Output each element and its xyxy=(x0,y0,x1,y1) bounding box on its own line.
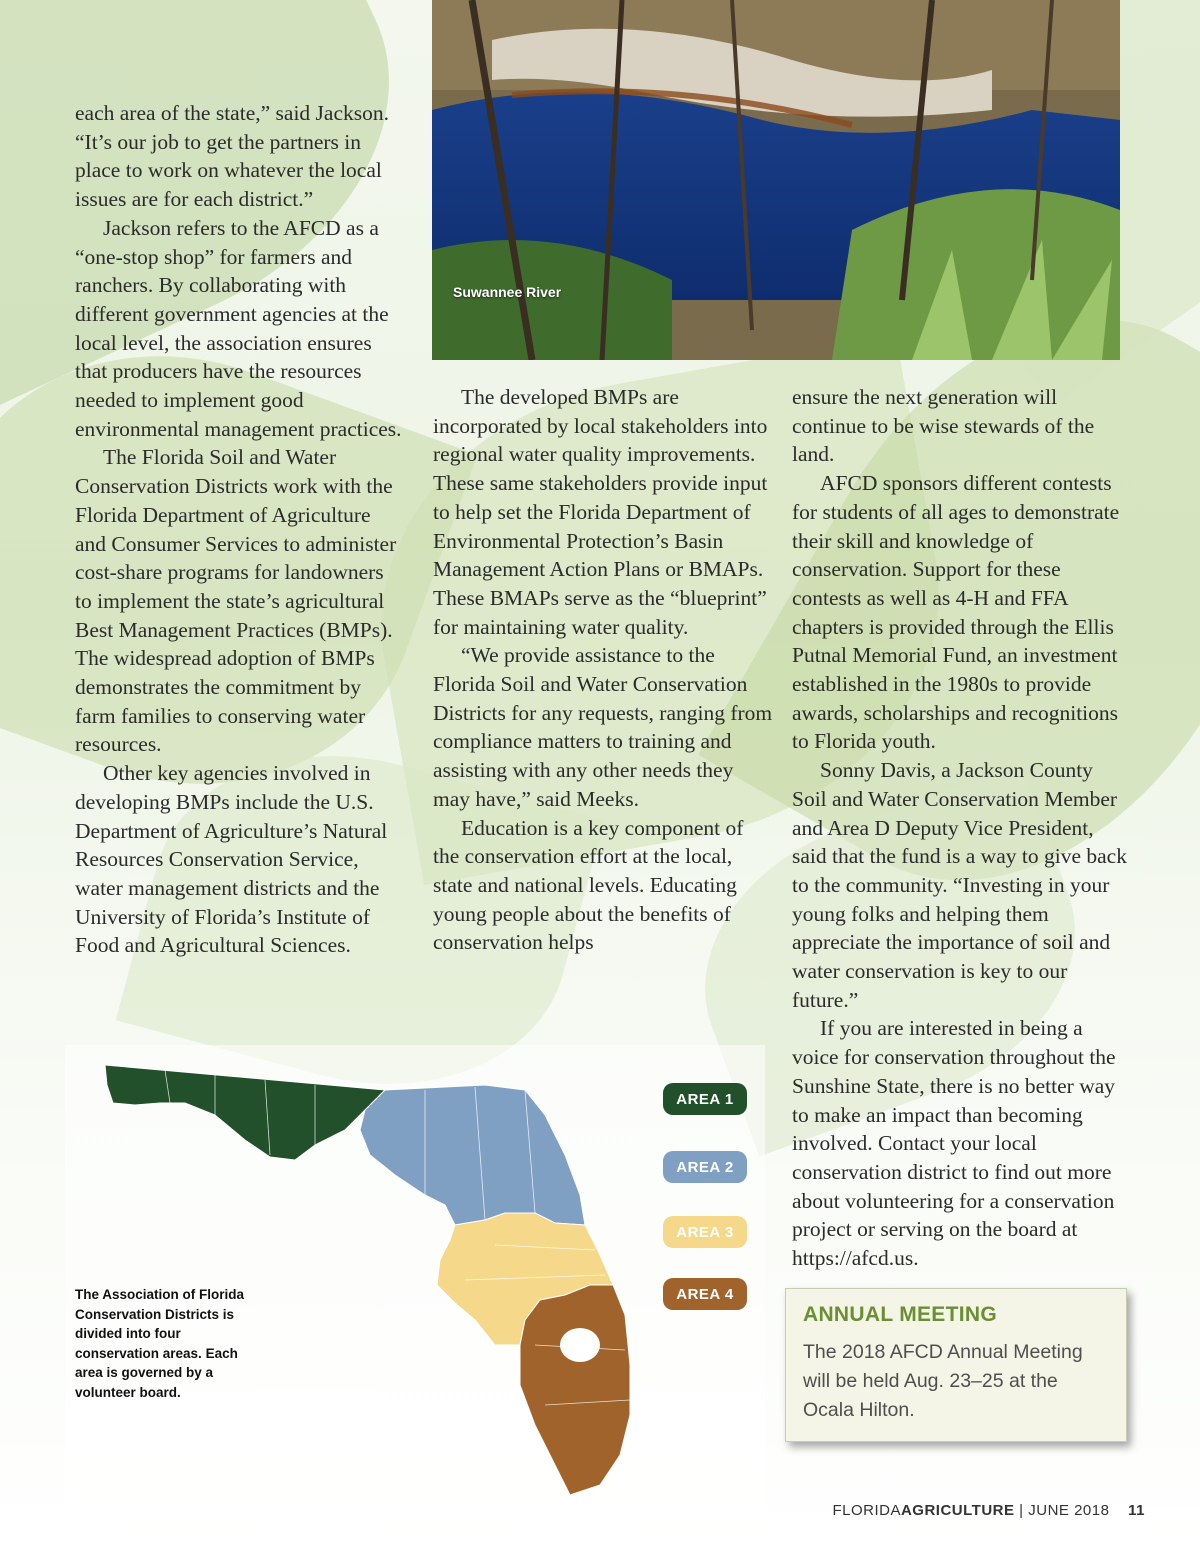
paragraph: Sonny Davis, a Jackson County Soil and Water Conservation Member and Area D Deputy Vice President, said that the fund is a way to give back to the community. “Investing in your young folks and helping them appreciate the importance of soil and water conservation is key to our future.” xyxy=(792,758,1127,1012)
paragraph: Education is a key component of the conservation effort at the local, state and national levels. Educating young people about the benefits of conservation helps xyxy=(433,815,744,955)
page-footer xyxy=(832,1502,1145,1519)
river-photo-art xyxy=(432,0,1120,360)
article-column-2 xyxy=(433,383,773,957)
sidebar-title: ANNUAL MEETING xyxy=(803,1303,997,1326)
issue-date: JUNE 2018 xyxy=(1028,1502,1110,1519)
paragraph: Jackson refers to the AFCD as a “one-stop shop” for farmers and ranchers. By collaborating with different government agencies at the local level, the association ensures that producers have the resources needed to implement good environmental management practices. xyxy=(75,215,402,441)
paragraph: The Florida Soil and Water Conservation Districts work with the Florida Department of Agriculture and Consumer Services to administer cost-share programs for landowners to implement the state’s agricultural Best Management Practices (BMPs). The widespread adoption of BMPs demonstrates the commitment by farm families to conserving water resources. xyxy=(75,445,397,757)
footer-separator: | xyxy=(1019,1502,1029,1519)
sidebar-body: The 2018 AFCD Annual Meeting will be held Aug. 23–25 at the Ocala Hilton. xyxy=(803,1341,1083,1421)
map-area-4 xyxy=(520,1285,630,1495)
area-2-badge: AREA 2 xyxy=(663,1151,747,1183)
area-4-badge: AREA 4 xyxy=(663,1278,747,1310)
publication-name-bold: AGRICULTURE xyxy=(900,1502,1015,1519)
area-1-badge: AREA 1 xyxy=(663,1083,747,1115)
paragraph: ensure the next generation will continue to be wise stewards of the land. xyxy=(792,385,1095,467)
florida-map-graphic xyxy=(65,1045,765,1505)
paragraph: “We provide assistance to the Florida Soil and Water Conservation Districts for any requests, ranging from compliance matters to training and assisting with any other needs they may have,” said Meeks. xyxy=(433,643,773,811)
paragraph: each area of the state,” said Jackson. “It’s our job to get the partners in place to work on whatever the local issues are for each district.” xyxy=(75,101,389,212)
map-caption: The Association of Florida Conservation Districts is divided into four conservation areas. Each area is governed by a volunteer board. xyxy=(75,1287,245,1400)
paragraph: Other key agencies involved in developing BMPs include the U.S. Department of Agriculture’s Natural Resources Conservation Service, water management districts and the University of Florida’s Institute of Food and Agricultural Sciences. xyxy=(75,761,388,958)
article-column-1 xyxy=(75,99,405,960)
florida-conservation-areas-map xyxy=(65,1045,765,1505)
lake-okeechobee xyxy=(560,1328,600,1362)
photo-caption: Suwannee River xyxy=(453,284,562,300)
paragraph: The developed BMPs are incorporated by local stakeholders into regional water quality improvements. These same stakeholders provide input to help set the Florida Department of Environmental Protection’s Basin Management Action Plans or BMAPs. These BMAPs serve as the “blueprint” for maintaining water quality. xyxy=(433,385,768,639)
area-3-badge: AREA 3 xyxy=(663,1216,747,1248)
paragraph: AFCD sponsors different contests for students of all ages to demonstrate their skill and knowledge of conservation. Support for these contests as well as 4-H and FFA chapters is provided through the Ellis Putnal Memorial Fund, an investment established in the 1980s to provide awards, scholarships and recognitions to Florida youth. xyxy=(792,471,1120,754)
suwannee-river-photo xyxy=(432,0,1120,360)
map-area-1 xyxy=(105,1065,385,1160)
page-number: 11 xyxy=(1128,1502,1145,1519)
annual-meeting-sidebar xyxy=(785,1288,1127,1442)
map-area-2 xyxy=(360,1085,585,1225)
paragraph: If you are interested in being a voice for conservation throughout the Sunshine State, there is no better way to make an impact than becoming involved. Contact your local conservation district to find out more about volunteering for a conservation project or serving on the board at https://afcd.us. xyxy=(792,1016,1116,1271)
article-column-3 xyxy=(792,383,1132,1273)
publication-name-light: FLORIDA xyxy=(832,1502,901,1519)
